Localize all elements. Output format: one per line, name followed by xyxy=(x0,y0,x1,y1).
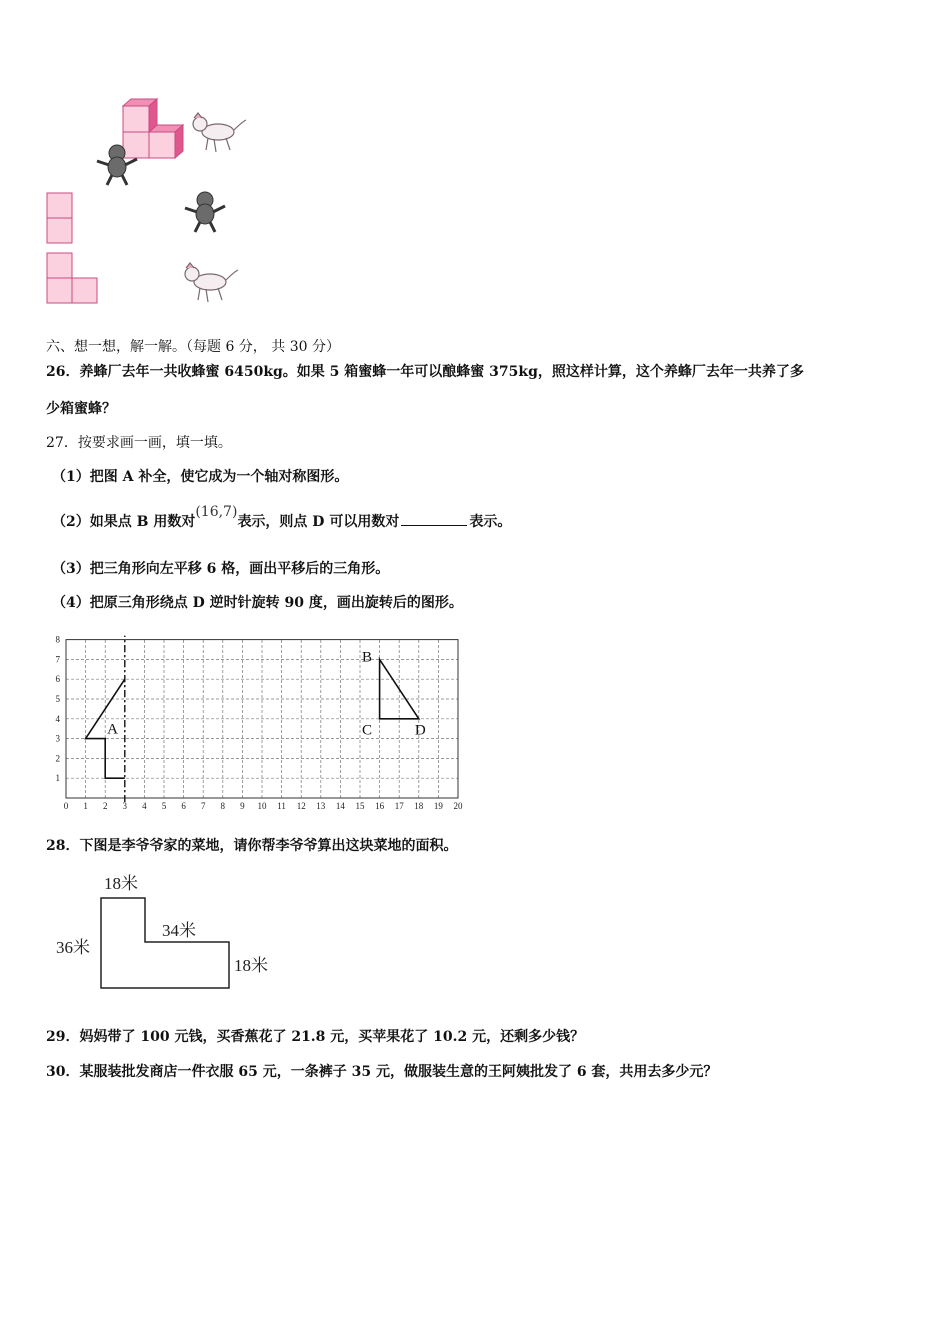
x-tick-label: 14 xyxy=(335,801,345,811)
y-tick-label: 6 xyxy=(55,674,60,685)
y-tick-label: 3 xyxy=(55,733,60,744)
cube-stack-3d xyxy=(123,99,183,158)
label-c: C xyxy=(361,722,372,739)
x-tick-label: 15 xyxy=(355,801,365,811)
coordinate-grid xyxy=(44,630,464,815)
q26-line2: 少箱蜜蜂？ xyxy=(46,401,116,417)
q27-part2 xyxy=(52,504,512,531)
x-tick-label: 9 xyxy=(240,801,245,811)
garden-figure xyxy=(50,865,290,1000)
x-tick-label: 16 xyxy=(375,801,385,811)
q27-part3: （3）把三角形向左平移 6 格，画出平移后的三角形。 xyxy=(52,561,390,577)
q27-part2-pre: （2）如果点 B 用数对 xyxy=(52,514,196,530)
label-b: B xyxy=(361,649,372,666)
q27-part2-post: 表示。 xyxy=(469,514,512,530)
q29-text: 29．妈妈带了 100 元钱，买香蕉花了 21.8 元，买苹果花了 10.2 元，还剩多少钱？ xyxy=(46,1029,585,1045)
figure-a-half xyxy=(86,679,125,778)
x-tick-label: 17 xyxy=(394,801,404,811)
dim-left-label: 36米 xyxy=(56,938,90,957)
x-tick-label: 20 xyxy=(453,801,463,811)
garden-outline xyxy=(101,898,229,988)
answer-blank[interactable] xyxy=(401,513,467,526)
y-tick-label: 7 xyxy=(55,654,60,665)
x-tick-label: 6 xyxy=(181,801,186,811)
q27-part4: （4）把原三角形绕点 D 逆时针旋转 90 度，画出旋转后的图形。 xyxy=(52,595,463,611)
q27-part2-mid: 表示，则点 D 可以用数对 xyxy=(237,514,400,530)
x-tick-label: 8 xyxy=(220,801,226,811)
x-tick-label: 13 xyxy=(316,801,326,811)
dim-top-label: 18米 xyxy=(104,874,138,893)
x-tick-label: 10 xyxy=(257,801,267,811)
x-tick-label: 19 xyxy=(433,801,443,811)
x-tick-label: 2 xyxy=(102,801,108,811)
dog-icon xyxy=(193,113,246,152)
triangle-bcd xyxy=(380,659,419,718)
y-tick-label: 1 xyxy=(55,773,60,784)
monkey-icon xyxy=(185,192,225,232)
coordinate-pair: (16,7) xyxy=(195,504,238,520)
x-tick-label: 3 xyxy=(122,801,128,811)
x-tick-label: 18 xyxy=(414,801,424,811)
dog-icon xyxy=(185,263,238,302)
dim-mid-label: 34米 xyxy=(162,921,196,940)
x-tick-label: 1 xyxy=(83,801,88,811)
q30-text: 30．某服装批发商店一件衣服 65 元，一条裤子 35 元，做服装生意的王阿姨批发了 6 套，共用去多少元？ xyxy=(46,1064,718,1080)
x-tick-label: 12 xyxy=(296,801,306,811)
x-tick-label: 5 xyxy=(161,801,167,811)
q26-line1: 26．养蜂厂去年一共收蜂蜜 6450kg。如果 5 箱蜜蜂一年可以酿蜂蜜 375kg，照这样计算，这个养蜂厂去年一共养了多 xyxy=(46,364,804,380)
q28-title: 28．下图是李爷爷家的菜地，请你帮李爷爷算出这块菜地的面积。 xyxy=(46,838,458,854)
y-tick-label: 8 xyxy=(55,634,60,645)
x-tick-label: 11 xyxy=(277,801,286,811)
x-tick-label: 7 xyxy=(200,801,206,811)
q27-part1: （1）把图 A 补全，使它成为一个轴对称图形。 xyxy=(52,469,349,485)
x-tick-label: 0 xyxy=(63,801,69,811)
q27-title: 27．按要求画一画，填一填。 xyxy=(46,435,232,451)
cube-views-figure xyxy=(40,90,270,315)
y-tick-label: 2 xyxy=(55,753,60,764)
view-front-squares xyxy=(47,193,72,243)
dim-right-label: 18米 xyxy=(234,956,268,975)
x-tick-label: 4 xyxy=(142,801,147,811)
section-title: 六、想一想，解一解。（每题 6 分， 共 30 分） xyxy=(46,339,340,355)
label-d: D xyxy=(414,722,426,739)
label-a: A xyxy=(107,721,119,738)
y-tick-label: 5 xyxy=(55,694,60,704)
y-tick-label: 4 xyxy=(55,713,60,724)
view-side-squares xyxy=(47,253,97,303)
